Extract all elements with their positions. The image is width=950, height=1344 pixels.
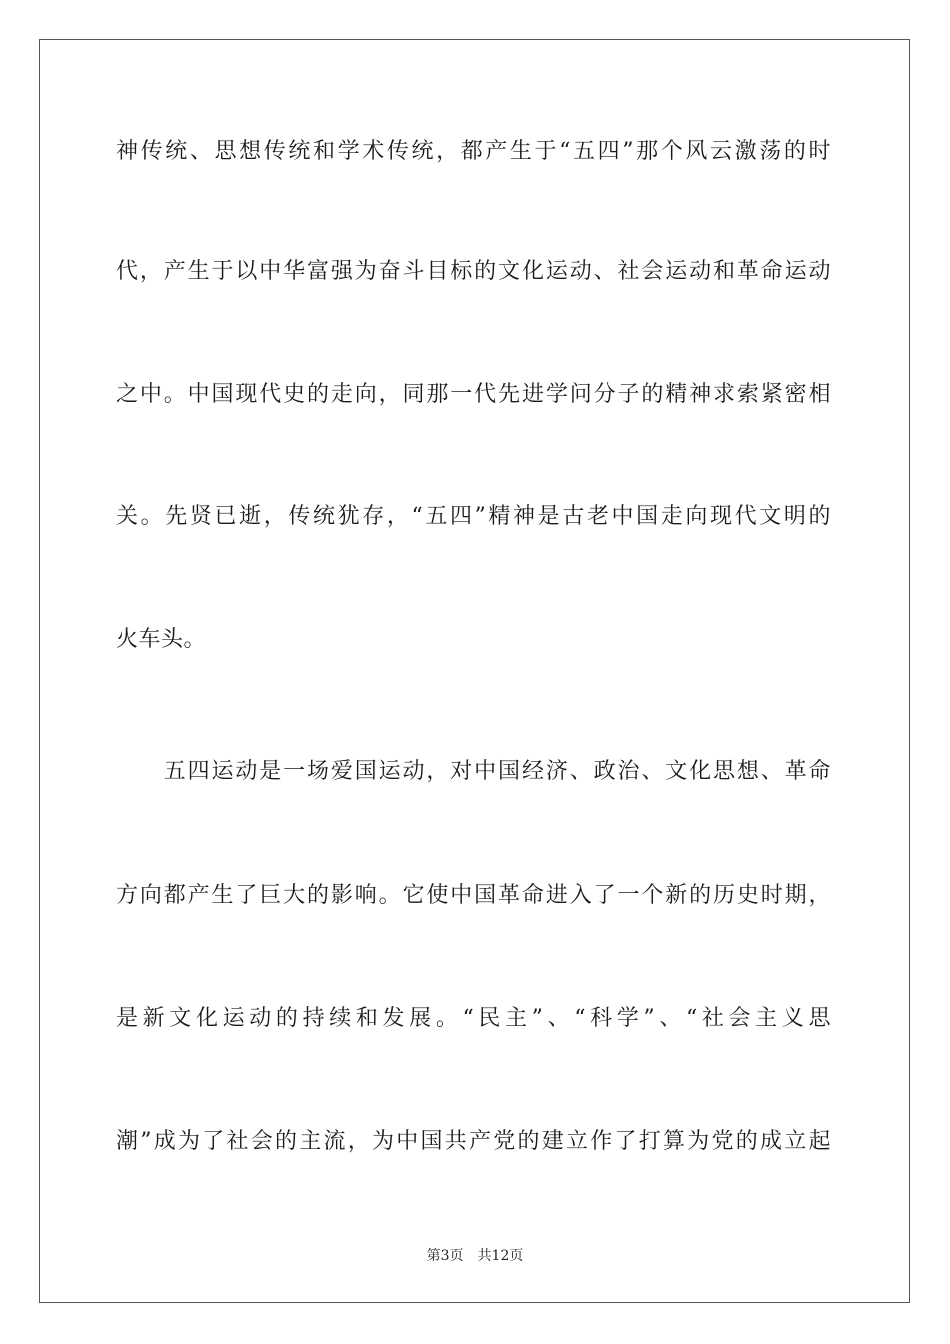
text-line: 代，产生于以中华富强为奋斗目标的文化运动、社会运动和革命运动 [116, 259, 831, 284]
text-line: 是新文化运动的持续和发展。“民主”、“科学”、“社会主义思 [116, 1006, 831, 1031]
text-line: 火车头。 [116, 627, 207, 652]
text-line: 关。先贤已逝，传统犹存，“五四”精神是古老中国走向现代文明的 [116, 504, 831, 529]
page-total: 共12页 [477, 1248, 524, 1264]
text-line: 之中。中国现代史的走向，同那一代先进学问分子的精神求索紧密相 [116, 382, 831, 407]
text-line: 神传统、思想传统和学术传统，都产生于“五四”那个风云激荡的时 [116, 139, 831, 164]
text-line: 潮”成为了社会的主流，为中国共产党的建立作了打算为党的成立起 [116, 1129, 831, 1154]
page-number: 第3页 [426, 1248, 464, 1264]
text-line: 方向都产生了巨大的影响。它使中国革命进入了一个新的历史时期， [116, 883, 831, 908]
page-border [39, 39, 910, 1303]
page-footer [0, 1247, 950, 1265]
text-line: 五四运动是一场爱国运动，对中国经济、政治、文化思想、革命 [116, 759, 831, 784]
